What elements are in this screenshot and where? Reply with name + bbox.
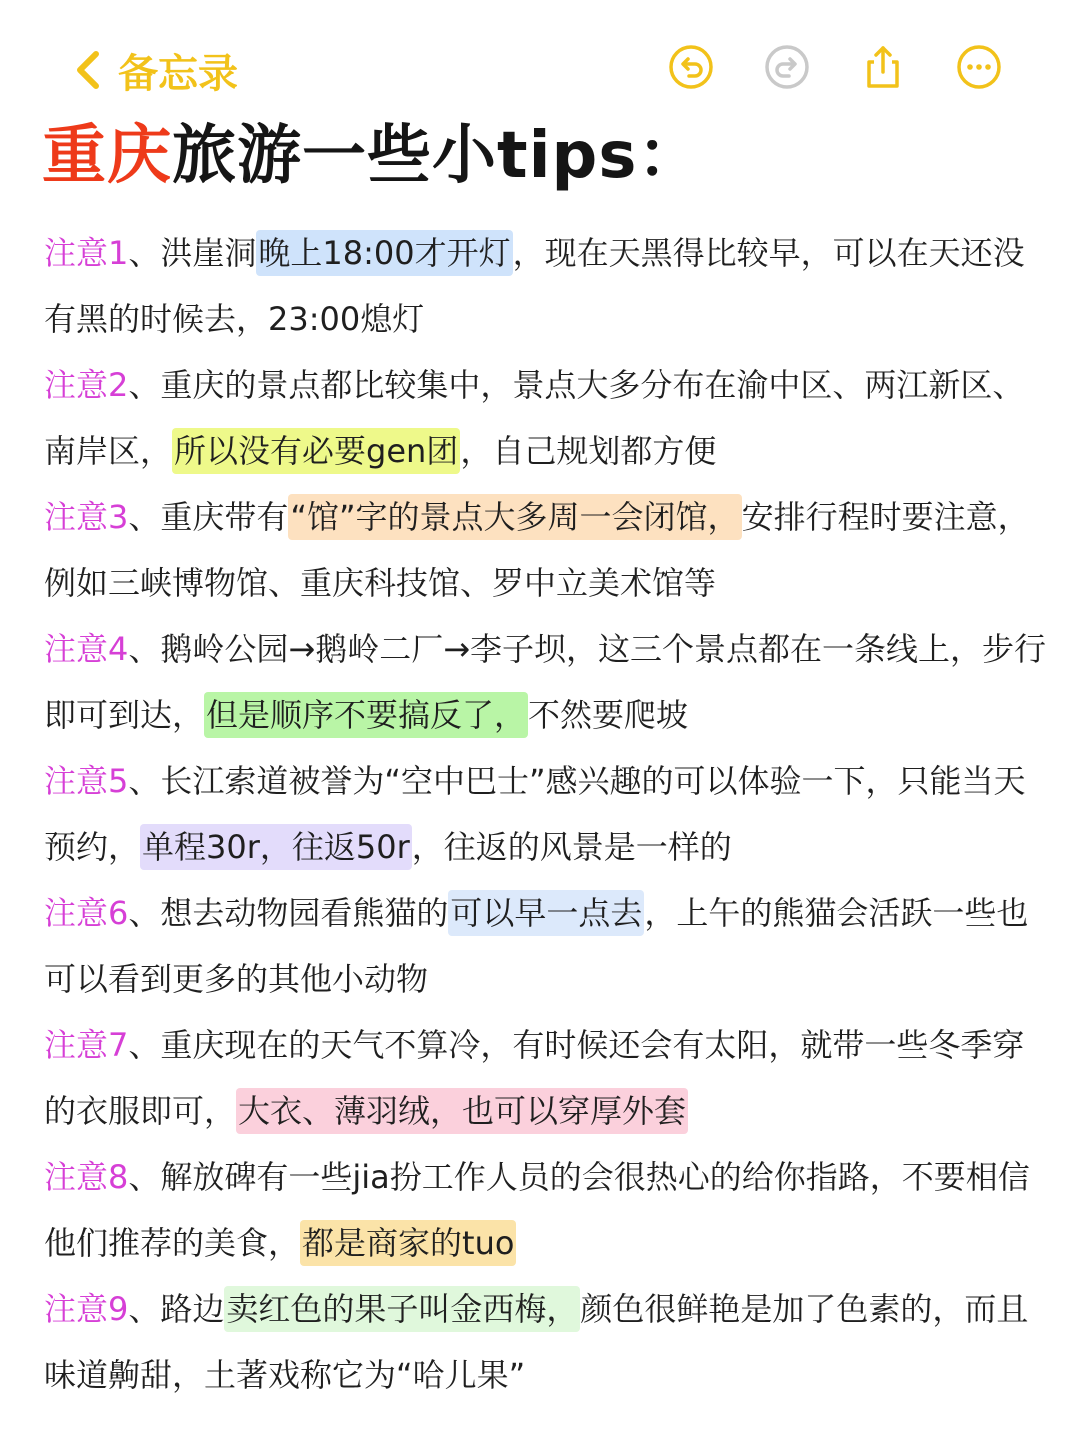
note-title xyxy=(42,104,702,196)
tip-text: 、重庆带有 xyxy=(128,498,289,536)
tip-item xyxy=(44,1012,1054,1144)
more-icon xyxy=(956,44,1002,90)
highlighted-text: 大衣、薄羽绒，也可以穿厚外套 xyxy=(236,1088,688,1134)
tip-text: 、洪崖洞 xyxy=(128,234,257,272)
share-icon xyxy=(860,44,906,90)
chevron-left-icon xyxy=(72,48,104,92)
tip-text: 、路边 xyxy=(128,1290,225,1328)
tip-label: 注意5 xyxy=(44,762,129,800)
highlighted-text: 所以没有必要gen团 xyxy=(172,428,460,474)
share-button[interactable] xyxy=(860,44,906,90)
tip-text: ，往返的风景是一样的 xyxy=(411,828,732,866)
tip-item xyxy=(44,616,1054,748)
tip-label: 注意3 xyxy=(44,498,129,536)
tip-label: 注意9 xyxy=(44,1290,129,1328)
tip-text: ，现在天黑得比较早，可以在天还没有黑的时候去，23:00熄灯 xyxy=(44,234,1025,338)
tip-text: 、长江索道被誉为“空中巴士”感兴趣的可以体验一下，只能当天预约， xyxy=(44,762,1026,866)
tip-label: 注意6 xyxy=(44,894,129,932)
back-button[interactable] xyxy=(72,40,238,100)
tip-item xyxy=(44,484,1054,616)
toolbar-actions xyxy=(668,44,1002,90)
tip-item xyxy=(44,880,1054,1012)
tip-text: ，自己规划都方便 xyxy=(460,432,717,470)
highlighted-text: 晚上18:00才开灯 xyxy=(256,230,512,276)
tip-text: 、重庆现在的天气不算冷，有时候还会有太阳，就带一些冬季穿的衣服即可， xyxy=(44,1026,1025,1130)
redo-button[interactable] xyxy=(764,44,810,90)
tip-text: 、重庆的景点都比较集中，景点大多分布在渝中区、两江新区、南岸区， xyxy=(44,366,1025,470)
highlighted-text: 可以早一点去 xyxy=(448,890,644,936)
tip-text: 不然要爬坡 xyxy=(528,696,689,734)
title-highlight: 重庆 xyxy=(42,119,172,193)
tip-text: ，上午的熊猫会活跃一些也可以看到更多的其他小动物 xyxy=(44,894,1029,998)
tip-text: 、想去动物园看熊猫的 xyxy=(128,894,449,932)
tip-item xyxy=(44,1144,1054,1276)
tip-label: 注意8 xyxy=(44,1158,129,1196)
tip-item xyxy=(44,1276,1054,1408)
tip-text: 、鹅岭公园→鹅岭二厂→李子坝，这三个景点都在一条线上，步行即可到达， xyxy=(44,630,1047,734)
tip-label: 注意4 xyxy=(44,630,129,668)
navigation-bar xyxy=(0,0,1080,110)
tip-text: 安排行程时要注意，例如三峡博物馆、重庆科技馆、罗中立美术馆等 xyxy=(44,498,1030,602)
back-label: 备忘录 xyxy=(118,50,238,97)
tip-item xyxy=(44,352,1054,484)
tip-item xyxy=(44,748,1054,880)
tip-text: 、解放碑有一些jia扮工作人员的会很热心的给你指路，不要相信他们推荐的美食， xyxy=(44,1158,1030,1262)
more-button[interactable] xyxy=(956,44,1002,90)
tip-label: 注意2 xyxy=(44,366,129,404)
title-text: 旅游一些小tips： xyxy=(172,119,703,193)
highlighted-text: 卖红色的果子叫金西梅， xyxy=(224,1286,580,1332)
undo-button[interactable] xyxy=(668,44,714,90)
redo-icon xyxy=(764,44,810,90)
highlighted-text: 都是商家的tuo xyxy=(300,1220,516,1266)
undo-icon xyxy=(668,44,714,90)
highlighted-text: 但是顺序不要搞反了， xyxy=(204,692,528,738)
tip-label: 注意1 xyxy=(44,234,129,272)
highlighted-text: “馆”字的景点大多周一会闭馆， xyxy=(288,494,741,540)
note-body[interactable] xyxy=(44,220,1054,1408)
tip-text: 颜色很鲜艳是加了色素的，而且味道齁甜，土著戏称它为“哈儿果” xyxy=(44,1290,1029,1394)
tip-item xyxy=(44,220,1054,352)
tip-label: 注意7 xyxy=(44,1026,129,1064)
highlighted-text: 单程30r，往返50r xyxy=(140,824,412,870)
